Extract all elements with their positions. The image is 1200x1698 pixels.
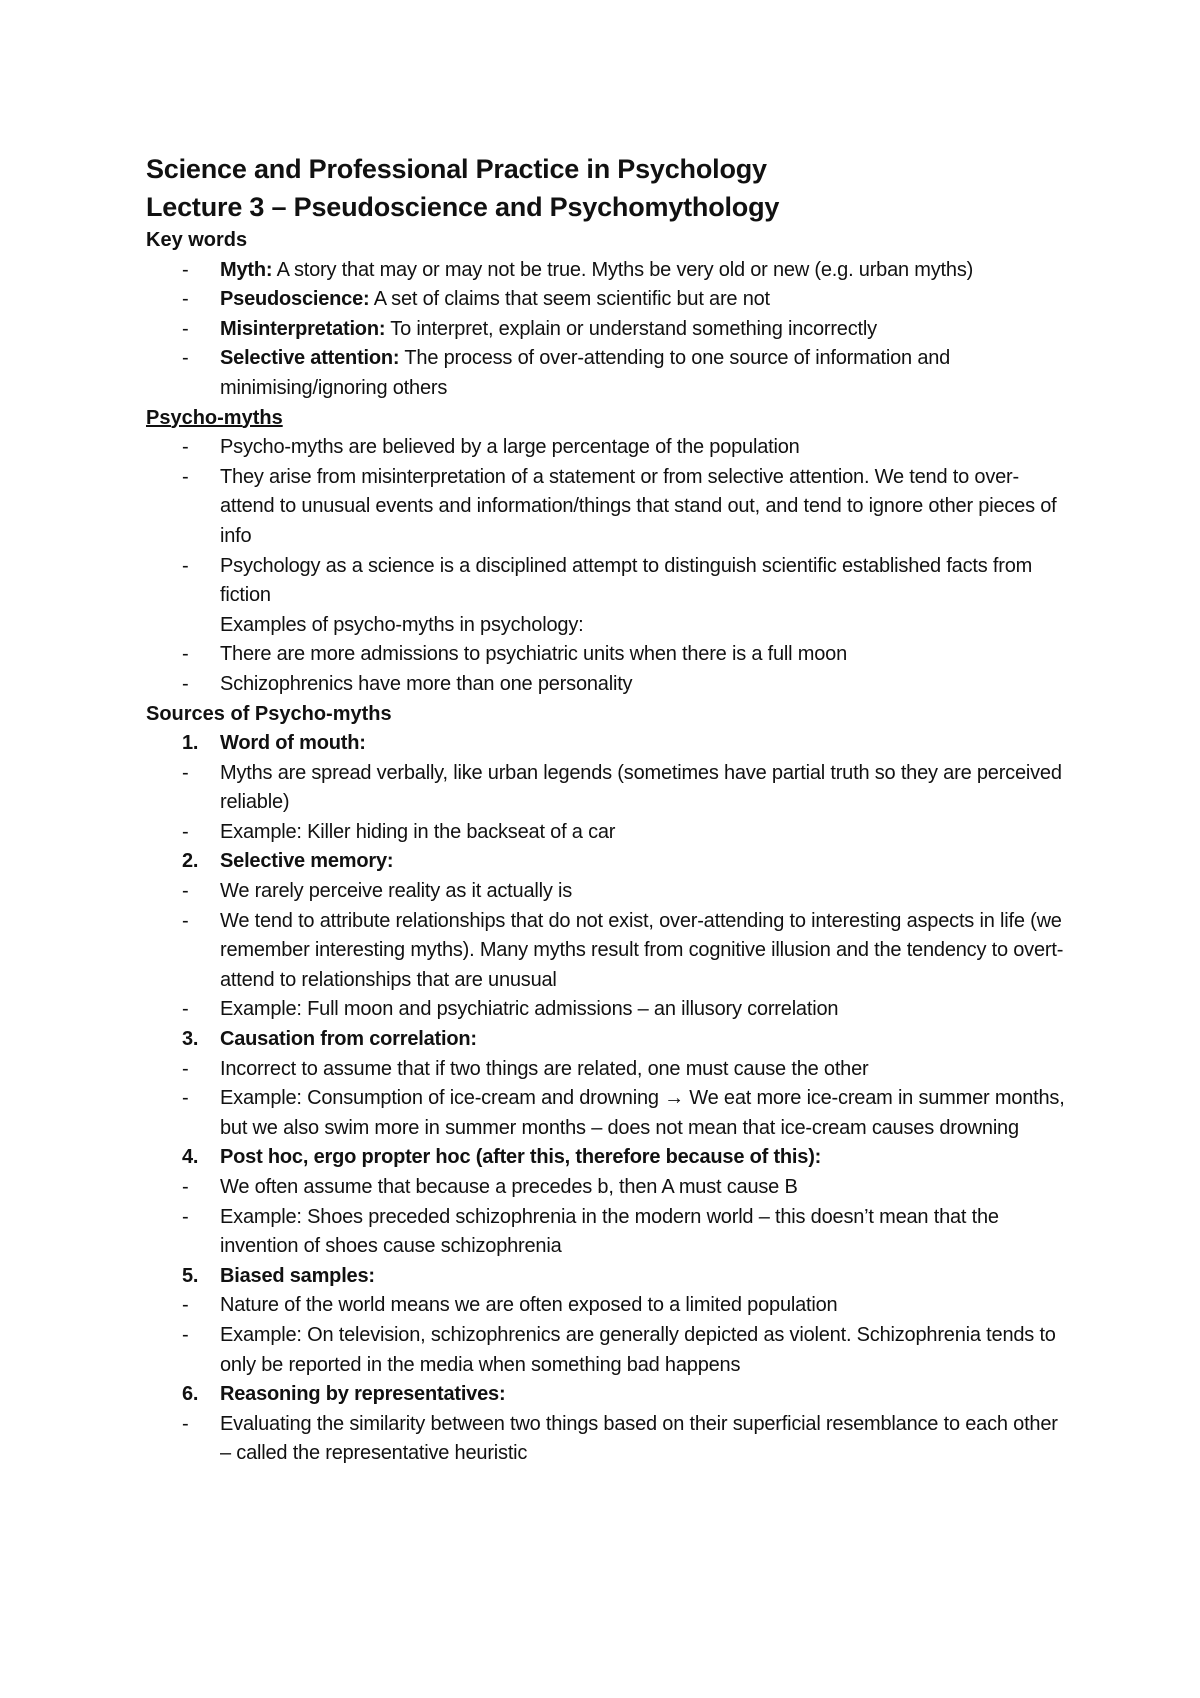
source-heading <box>146 1380 1066 1410</box>
list-item-text: Evaluating the similarity between two things based on their superficial resemblance to each other – called the representative heuristic <box>220 1412 1058 1465</box>
bullet-dash: - <box>182 880 189 903</box>
list-item-text: Example: Killer hiding in the backseat of a car <box>220 820 616 843</box>
list-item-text: Nature of the world means we are often exposed to a limited population <box>220 1294 838 1317</box>
bullet-dash: - <box>182 1087 189 1110</box>
source-number: 6. <box>182 1383 199 1406</box>
key-word-item <box>146 285 1066 315</box>
bullet-dash: - <box>182 1057 189 1080</box>
source-number: 2. <box>182 850 199 873</box>
source-title: Post hoc, ergo propter hoc (after this, therefore because of this): <box>220 1146 822 1169</box>
bullet-dash: - <box>182 643 189 666</box>
sources-list <box>146 729 1066 1469</box>
list-item-text: Example: On television, schizophrenics are generally depicted as violent. Schizophrenia tends to only be reported in the media when something bad happens <box>220 1323 1056 1376</box>
key-words-heading: Key words <box>146 229 248 251</box>
bullet-dash: - <box>182 317 189 340</box>
list-item-text: Psychology as a science is a disciplined attempt to distinguish scientific established facts from fiction <box>220 554 1033 607</box>
list-item <box>146 1084 1066 1143</box>
list-item <box>146 463 1066 552</box>
source-number: 3. <box>182 1028 199 1051</box>
bullet-dash: - <box>182 288 189 311</box>
source-heading <box>146 1262 1066 1292</box>
key-word-item <box>146 315 1066 345</box>
bullet-dash: - <box>182 1205 189 1228</box>
list-item <box>146 877 1066 907</box>
bullet-dash: - <box>182 1323 189 1346</box>
bullet-dash: - <box>182 761 189 784</box>
bullet-dash: - <box>182 1176 189 1198</box>
key-word-term: Misinterpretation: <box>220 317 386 340</box>
source-number: 5. <box>182 1264 199 1287</box>
list-item <box>146 759 1066 818</box>
key-word-definition: To interpret, explain or understand something incorrectly <box>385 317 877 340</box>
list-item-text: We often assume that because a precedes b, then A must cause B <box>220 1176 798 1198</box>
bullet-dash: - <box>182 1412 189 1435</box>
source-heading <box>146 1025 1066 1055</box>
list-item <box>146 552 1066 611</box>
key-word-definition: A story that may or may not be true. Myths be very old or new (e.g. urban myths) <box>272 258 974 281</box>
source-heading <box>146 729 1066 759</box>
key-word-definition: The process of over-attending to one source of information and minimising/ignoring others <box>220 347 951 399</box>
list-item <box>146 1291 1066 1321</box>
document-title: Science and Professional Practice in Psychology <box>146 154 767 184</box>
source-title: Word of mouth: <box>220 732 366 755</box>
bullet-dash: - <box>182 1294 189 1317</box>
list-item <box>146 995 1066 1025</box>
document-page <box>146 150 1066 1469</box>
key-word-item <box>146 344 1066 403</box>
bullet-dash: - <box>182 998 189 1021</box>
source-title: Biased samples: <box>220 1264 375 1287</box>
list-item <box>146 1410 1066 1469</box>
source-heading <box>146 847 1066 877</box>
bullet-dash: - <box>182 347 189 370</box>
list-item <box>146 433 1066 463</box>
key-word-term: Selective attention: <box>220 347 400 370</box>
list-item <box>146 1321 1066 1380</box>
bullet-dash: - <box>182 436 189 459</box>
list-item-text: Example: Shoes preceded schizophrenia in the modern world – this doesn’t mean that the invention of shoes cause schizophrenia <box>220 1205 999 1258</box>
psycho-myths-list <box>146 433 1066 611</box>
source-title: Causation from correlation: <box>220 1028 477 1051</box>
sources-heading: Sources of Psycho-myths <box>146 702 392 725</box>
list-item <box>146 907 1066 996</box>
lecture-subtitle: Lecture 3 – Pseudoscience and Psychomythology <box>146 192 780 222</box>
list-item-text: Example: Full moon and psychiatric admissions – an illusory correlation <box>220 998 839 1021</box>
list-item-text: They arise from misinterpretation of a statement or from selective attention. We tend to over-attend to unusual events and information/things that stand out, and tend to ignore other pieces of info <box>220 465 1057 547</box>
list-item-text: Schizophrenics have more than one personality <box>220 672 633 695</box>
list-item-text: We tend to attribute relationships that do not exist, over-attending to interesting aspects in life (we remember interesting myths). Many myths result from cognitive illusion and the tendency to overt-attend to relationships that are unusual <box>220 909 1064 991</box>
key-words-list <box>146 256 1066 404</box>
bullet-dash: - <box>182 672 189 695</box>
list-item-text: Myths are spread verbally, like urban legends (sometimes have partial truth so they are perceived reliable) <box>220 761 1062 814</box>
source-title: Reasoning by representatives: <box>220 1383 506 1406</box>
list-item-text: There are more admissions to psychiatric units when there is a full moon <box>220 643 847 666</box>
source-heading <box>146 1143 1066 1173</box>
list-item-text: Incorrect to assume that if two things are related, one must cause the other <box>220 1057 869 1080</box>
list-item-text: We rarely perceive reality as it actually is <box>220 880 573 903</box>
bullet-dash: - <box>182 820 189 843</box>
bullet-dash: - <box>182 909 189 932</box>
list-item <box>146 818 1066 848</box>
list-item <box>146 670 1066 700</box>
key-word-definition: A set of claims that seem scientific but are not <box>369 288 770 311</box>
key-word-term: Pseudoscience: <box>220 288 370 311</box>
list-item <box>146 1173 1066 1203</box>
examples-list <box>146 640 1066 699</box>
source-number: 4. <box>182 1146 199 1169</box>
list-item-text: Psycho-myths are believed by a large percentage of the population <box>220 436 800 459</box>
bullet-dash: - <box>182 465 189 488</box>
bullet-dash: - <box>182 554 189 577</box>
source-number: 1. <box>182 732 199 755</box>
list-item <box>146 640 1066 670</box>
bullet-dash: - <box>182 258 189 281</box>
list-item-text: Example: Consumption of ice-cream and drowning → We eat more ice-cream in summer months, but we also swim more in summer months – does not mean that ice-cream causes drowning <box>220 1087 1065 1139</box>
key-word-term: Myth: <box>220 258 273 281</box>
list-item <box>146 1203 1066 1262</box>
source-title: Selective memory: <box>220 850 394 873</box>
examples-label: Examples of psycho-myths in psychology: <box>220 613 584 636</box>
key-word-item <box>146 256 1066 286</box>
psycho-myths-heading: Psycho-myths <box>146 406 283 429</box>
list-item <box>146 1055 1066 1085</box>
